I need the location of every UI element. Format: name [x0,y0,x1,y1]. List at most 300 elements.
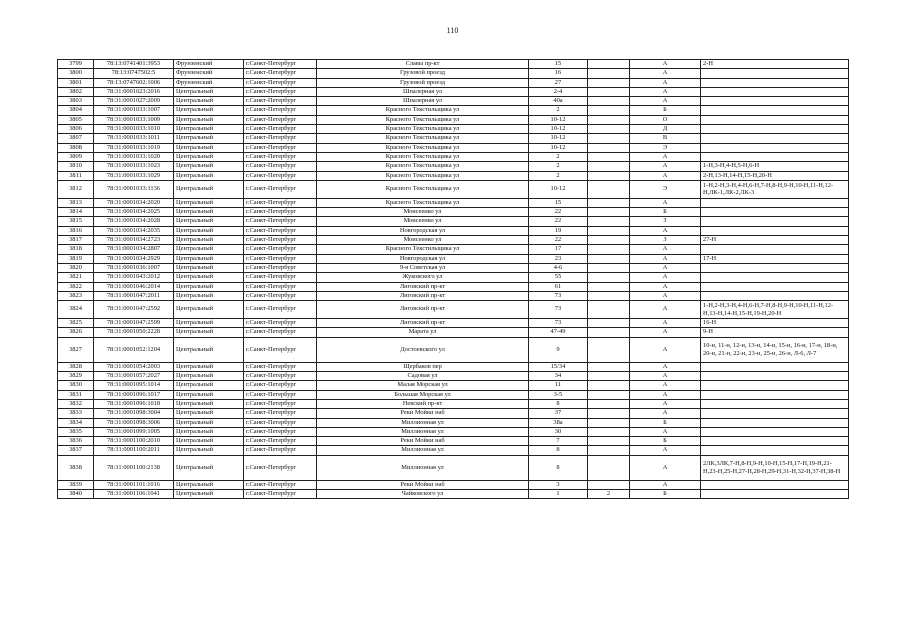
cell-premises [701,427,849,436]
cell-building-number [588,427,630,436]
cell-letter: А [630,152,701,161]
table-row [58,390,849,399]
cell-city: г.Санкт-Петербург [244,273,317,282]
cell-cadastral-number: 78:31:0001106:1041 [94,489,174,498]
cell-house-number: 22 [529,217,588,226]
cell-city: г.Санкт-Петербург [244,115,317,124]
table-row [58,254,849,263]
cell-building-number [588,446,630,455]
cell-row-number: 3806 [58,125,94,134]
cell-row-number: 3813 [58,198,94,207]
cell-letter: А [630,162,701,171]
cell-cadastral-number: 78:31:0001100:2011 [94,446,174,455]
cell-letter: Б [630,418,701,427]
cell-premises [701,217,849,226]
cell-district: Центральный [174,381,244,390]
table-row [58,198,849,207]
cell-house-number: 2 [529,106,588,115]
cell-building-number [588,254,630,263]
cell-street: Реки Мойки наб [317,480,529,489]
cell-building-number [588,226,630,235]
cell-street: Моисеенко ул [317,208,529,217]
table-row [58,337,849,362]
cell-letter: З [630,236,701,245]
cell-cadastral-number: 78:13:0747602:1006 [94,78,174,87]
cell-district: Центральный [174,301,244,319]
cell-cadastral-number: 78:31:0001033:1020 [94,152,174,161]
cell-premises: 2-Н,13-Н,14-Н,15-Н,20-Н [701,171,849,180]
cell-cadastral-number: 78:31:0001098:3004 [94,409,174,418]
table-row [58,489,849,498]
cell-district: Центральный [174,143,244,152]
cell-house-number: 11 [529,381,588,390]
cell-cadastral-number: 78:31:0001096:1018 [94,399,174,408]
cell-cadastral-number: 78:31:0001098:3006 [94,418,174,427]
cell-premises [701,125,849,134]
cell-city: г.Санкт-Петербург [244,87,317,96]
cell-city: г.Санкт-Петербург [244,328,317,337]
cell-cadastral-number: 78:31:0001034:2025 [94,208,174,217]
cell-city: г.Санкт-Петербург [244,78,317,87]
cell-street: Чайковского ул [317,489,529,498]
cell-street: Миллионная ул [317,418,529,427]
cell-letter: О [630,115,701,124]
cell-building-number [588,418,630,427]
cell-house-number: 30 [529,427,588,436]
cell-street: Садовая ул [317,372,529,381]
cell-letter: А [630,291,701,300]
property-registry-table [57,59,849,499]
cell-city: г.Санкт-Петербург [244,125,317,134]
cell-building-number [588,263,630,272]
table-row [58,134,849,143]
cell-district: Фрунзенский [174,69,244,78]
cell-city: г.Санкт-Петербург [244,180,317,198]
cell-row-number: 3804 [58,106,94,115]
cell-building-number [588,171,630,180]
cell-cadastral-number: 78:31:0001027:2009 [94,97,174,106]
cell-building-number [588,362,630,371]
cell-city: г.Санкт-Петербург [244,282,317,291]
cell-row-number: 3802 [58,87,94,96]
cell-row-number: 3801 [58,78,94,87]
cell-building-number [588,106,630,115]
cell-building-number [588,152,630,161]
cell-city: г.Санкт-Петербург [244,208,317,217]
cell-building-number [588,337,630,362]
cell-cadastral-number: 78:31:0001033:1007 [94,106,174,115]
cell-house-number: 10-12 [529,125,588,134]
cell-house-number: 9 [529,337,588,362]
cell-street: Красного Текстильщика ул [317,125,529,134]
cell-street: Миллионная ул [317,446,529,455]
cell-street: Малая Морская ул [317,381,529,390]
cell-house-number: 47-49 [529,328,588,337]
cell-building-number [588,115,630,124]
cell-building-number [588,328,630,337]
cell-cadastral-number: 78:31:0001050:2228 [94,328,174,337]
cell-house-number: 19 [529,226,588,235]
cell-house-number: 61 [529,282,588,291]
cell-row-number: 3822 [58,282,94,291]
cell-letter: А [630,245,701,254]
cell-house-number: 10-12 [529,115,588,124]
cell-cadastral-number: 78:31:0001099:1005 [94,427,174,436]
cell-district: Центральный [174,418,244,427]
cell-district: Центральный [174,446,244,455]
table-row [58,282,849,291]
cell-row-number: 3834 [58,418,94,427]
cell-cadastral-number: 78:31:0001043:2012 [94,273,174,282]
cell-house-number: 55 [529,273,588,282]
cell-street: Шпалерная ул [317,97,529,106]
cell-row-number: 3816 [58,226,94,235]
cell-row-number: 3805 [58,115,94,124]
cell-letter: А [630,301,701,319]
cell-district: Центральный [174,162,244,171]
cell-premises [701,106,849,115]
cell-city: г.Санкт-Петербург [244,226,317,235]
cell-cadastral-number: 78:31:0001033:1019 [94,143,174,152]
cell-cadastral-number: 78:31:0001047:2011 [94,291,174,300]
cell-street: Красного Текстильщика ул [317,134,529,143]
cell-letter: Б [630,489,701,498]
cell-district: Центральный [174,489,244,498]
table-row [58,60,849,69]
cell-house-number: 2 [529,162,588,171]
cell-cadastral-number: 78:31:0001095:1014 [94,381,174,390]
cell-row-number: 3824 [58,301,94,319]
cell-letter: Б [630,106,701,115]
cell-letter: А [630,427,701,436]
cell-city: г.Санкт-Петербург [244,97,317,106]
cell-premises [701,399,849,408]
cell-building-number [588,291,630,300]
cell-street: Красного Текстильщика ул [317,245,529,254]
cell-street: Красного Текстильщика ул [317,143,529,152]
cell-district: Центральный [174,198,244,207]
cell-row-number: 3831 [58,390,94,399]
cell-premises: 27-Н [701,236,849,245]
cell-house-number: 37 [529,409,588,418]
cell-district: Центральный [174,427,244,436]
cell-district: Центральный [174,480,244,489]
cell-district: Центральный [174,125,244,134]
cell-building-number [588,87,630,96]
cell-premises [701,362,849,371]
cell-district: Центральный [174,134,244,143]
table-row [58,87,849,96]
cell-city: г.Санкт-Петербург [244,455,317,480]
table-row [58,455,849,480]
cell-letter: Д [630,125,701,134]
cell-letter: А [630,226,701,235]
cell-city: г.Санкт-Петербург [244,409,317,418]
cell-cadastral-number: 78:31:0001057:2027 [94,372,174,381]
cell-building-number [588,372,630,381]
table-row [58,328,849,337]
table-row [58,446,849,455]
cell-cadastral-number: 78:13:0747502:5 [94,69,174,78]
cell-cadastral-number: 78:31:0001034:2929 [94,254,174,263]
cell-house-number: 3 [529,480,588,489]
cell-city: г.Санкт-Петербург [244,291,317,300]
cell-premises [701,245,849,254]
cell-district: Центральный [174,180,244,198]
cell-row-number: 3833 [58,409,94,418]
cell-building-number [588,208,630,217]
cell-district: Центральный [174,115,244,124]
cell-district: Центральный [174,263,244,272]
cell-street: Моисеенко ул [317,236,529,245]
cell-premises [701,418,849,427]
cell-building-number [588,245,630,254]
cell-row-number: 3836 [58,437,94,446]
cell-district: Центральный [174,319,244,328]
cell-cadastral-number: 78:31:0001054:2003 [94,362,174,371]
cell-street: Лиговский пр-кт [317,291,529,300]
cell-row-number: 3832 [58,399,94,408]
cell-premises: 1-Н,2-Н,3-Н,4-Н,6-Н,7-Н,8-Н,9-Н,10-Н,11-Н,12-Н,ЛК-1,ЛК-2,ЛК-3 [701,180,849,198]
table-row [58,409,849,418]
table-row [58,106,849,115]
cell-district: Центральный [174,437,244,446]
cell-city: г.Санкт-Петербург [244,427,317,436]
cell-district: Центральный [174,245,244,254]
cell-street: Жуковского ул [317,273,529,282]
cell-building-number [588,97,630,106]
table-row [58,427,849,436]
table-row [58,171,849,180]
cell-row-number: 3830 [58,381,94,390]
cell-district: Центральный [174,390,244,399]
cell-house-number: 27 [529,78,588,87]
cell-premises: 1-Н,3-Н,4-Н,5-Н,6-Н [701,162,849,171]
cell-premises: 2ЛК,3ЛК,7-Н,8-Н,9-Н,10-Н,15-Н,17-Н,19-Н,21-Н,23-Н,25-Н,27-Н,28-Н,29-Н,31-Н,32-Н,37-Н,38-Н [701,455,849,480]
cell-city: г.Санкт-Петербург [244,60,317,69]
table-row [58,125,849,134]
cell-letter: А [630,263,701,272]
cell-district: Фрунзенский [174,60,244,69]
table-row [58,480,849,489]
cell-cadastral-number: 78:31:0001033:1023 [94,162,174,171]
cell-building-number [588,180,630,198]
cell-row-number: 3829 [58,372,94,381]
cell-district: Центральный [174,87,244,96]
cell-street: Красного Текстильщика ул [317,171,529,180]
table-row [58,143,849,152]
cell-row-number: 3837 [58,446,94,455]
cell-house-number: 40а [529,97,588,106]
table-row [58,273,849,282]
cell-house-number: 73 [529,301,588,319]
cell-premises [701,390,849,399]
cell-city: г.Санкт-Петербург [244,263,317,272]
cell-letter: А [630,446,701,455]
cell-city: г.Санкт-Петербург [244,69,317,78]
cell-building-number [588,198,630,207]
cell-cadastral-number: 78:31:0001034:2723 [94,236,174,245]
cell-city: г.Санкт-Петербург [244,217,317,226]
cell-letter: А [630,171,701,180]
cell-house-number: 38а [529,418,588,427]
cell-district: Центральный [174,236,244,245]
cell-letter: А [630,381,701,390]
cell-street: Лиговский пр-кт [317,301,529,319]
cell-street: Миллионная ул [317,427,529,436]
cell-city: г.Санкт-Петербург [244,362,317,371]
cell-letter: А [630,254,701,263]
cell-letter: А [630,372,701,381]
cell-city: г.Санкт-Петербург [244,446,317,455]
cell-letter: А [630,198,701,207]
table-row [58,301,849,319]
cell-cadastral-number: 78:31:0001033:1136 [94,180,174,198]
cell-cadastral-number: 78:31:0001034:2035 [94,226,174,235]
cell-district: Центральный [174,328,244,337]
cell-row-number: 3819 [58,254,94,263]
cell-street: Красного Текстильщика ул [317,106,529,115]
cell-letter: Б [630,208,701,217]
cell-row-number: 3812 [58,180,94,198]
cell-premises [701,480,849,489]
cell-premises [701,134,849,143]
cell-letter: А [630,97,701,106]
cell-cadastral-number: 78:31:0001034:2028 [94,217,174,226]
cell-city: г.Санкт-Петербург [244,171,317,180]
cell-building-number [588,273,630,282]
cell-city: г.Санкт-Петербург [244,134,317,143]
cell-row-number: 3800 [58,69,94,78]
cell-district: Центральный [174,273,244,282]
cell-city: г.Санкт-Петербург [244,418,317,427]
cell-building-number [588,319,630,328]
cell-house-number: 8 [529,399,588,408]
cell-cadastral-number: 78:31:0001033:1010 [94,125,174,134]
cell-district: Центральный [174,208,244,217]
cell-building-number [588,60,630,69]
cell-premises [701,226,849,235]
cell-premises: 17-Н [701,254,849,263]
table-body [58,60,849,499]
table-row [58,208,849,217]
cell-street: Грузовой проезд [317,69,529,78]
cell-building-number [588,143,630,152]
cell-building-number [588,381,630,390]
cell-cadastral-number: 78:31:0001033:1009 [94,115,174,124]
cell-letter: А [630,362,701,371]
cell-row-number: 3818 [58,245,94,254]
cell-street: Марата ул [317,328,529,337]
cell-street: Славы пр-кт [317,60,529,69]
table-row [58,263,849,272]
cell-letter: Э [630,180,701,198]
cell-house-number: 2 [529,171,588,180]
cell-street: Новгородская ул [317,254,529,263]
cell-row-number: 3815 [58,217,94,226]
cell-city: г.Санкт-Петербург [244,254,317,263]
cell-house-number: 73 [529,291,588,300]
cell-city: г.Санкт-Петербург [244,489,317,498]
cell-letter: З [630,217,701,226]
cell-letter: А [630,455,701,480]
cell-letter: А [630,319,701,328]
cell-house-number: 10-12 [529,143,588,152]
cell-house-number: 15/34 [529,362,588,371]
table-row [58,97,849,106]
cell-row-number: 3838 [58,455,94,480]
cell-premises: 1-Н,2-Н,3-Н,4-Н,6-Н,7-Н,8-Н,9-Н,10-Н,11-Н,12-Н,13-Н,14-Н,15-Н,19-Н,20-Н [701,301,849,319]
table-row [58,362,849,371]
cell-city: г.Санкт-Петербург [244,162,317,171]
cell-street: Красного Текстильщика ул [317,152,529,161]
cell-city: г.Санкт-Петербург [244,106,317,115]
cell-row-number: 3814 [58,208,94,217]
cell-row-number: 3835 [58,427,94,436]
cell-house-number: 15 [529,60,588,69]
table-row [58,180,849,198]
cell-street: Шпалерная ул [317,87,529,96]
cell-premises: 2-Н [701,60,849,69]
cell-row-number: 3821 [58,273,94,282]
cell-row-number: 3817 [58,236,94,245]
cell-house-number: 7 [529,437,588,446]
cell-premises [701,291,849,300]
cell-row-number: 3823 [58,291,94,300]
cell-house-number: 22 [529,236,588,245]
cell-building-number [588,301,630,319]
table-row [58,162,849,171]
cell-row-number: 3807 [58,134,94,143]
cell-street: Красного Текстильщика ул [317,162,529,171]
cell-building-number [588,236,630,245]
cell-row-number: 3826 [58,328,94,337]
cell-premises [701,143,849,152]
cell-city: г.Санкт-Петербург [244,236,317,245]
cell-letter: Э [630,143,701,152]
cell-district: Центральный [174,217,244,226]
table-row [58,319,849,328]
cell-premises [701,87,849,96]
cell-premises: 10-н, 11-н, 12-н, 13-н, 14-н, 15-н, 16-н, 17-н, 18-н, 20-н, 21-н, 22-н, 23-н, 25-н, 26-н, Л-6, Л-7 [701,337,849,362]
cell-house-number: 15 [529,198,588,207]
cell-building-number [588,125,630,134]
cell-house-number: 23 [529,254,588,263]
cell-cadastral-number: 78:31:0001101:1016 [94,480,174,489]
cell-city: г.Санкт-Петербург [244,337,317,362]
cell-premises [701,381,849,390]
cell-street: Миллионная ул [317,455,529,480]
table-row [58,381,849,390]
cell-district: Центральный [174,362,244,371]
cell-row-number: 3825 [58,319,94,328]
cell-street: Лиговский пр-кт [317,282,529,291]
cell-letter: А [630,282,701,291]
cell-district: Центральный [174,337,244,362]
cell-street: 9-я Советская ул [317,263,529,272]
cell-street: Достоевского ул [317,337,529,362]
cell-district: Центральный [174,171,244,180]
cell-city: г.Санкт-Петербург [244,245,317,254]
cell-cadastral-number: 78:31:0001100:2010 [94,437,174,446]
cell-building-number [588,409,630,418]
cell-city: г.Санкт-Петербург [244,390,317,399]
cell-house-number: 3-5 [529,390,588,399]
table-row [58,291,849,300]
cell-row-number: 3828 [58,362,94,371]
table-row [58,69,849,78]
cell-house-number: 2 [529,152,588,161]
